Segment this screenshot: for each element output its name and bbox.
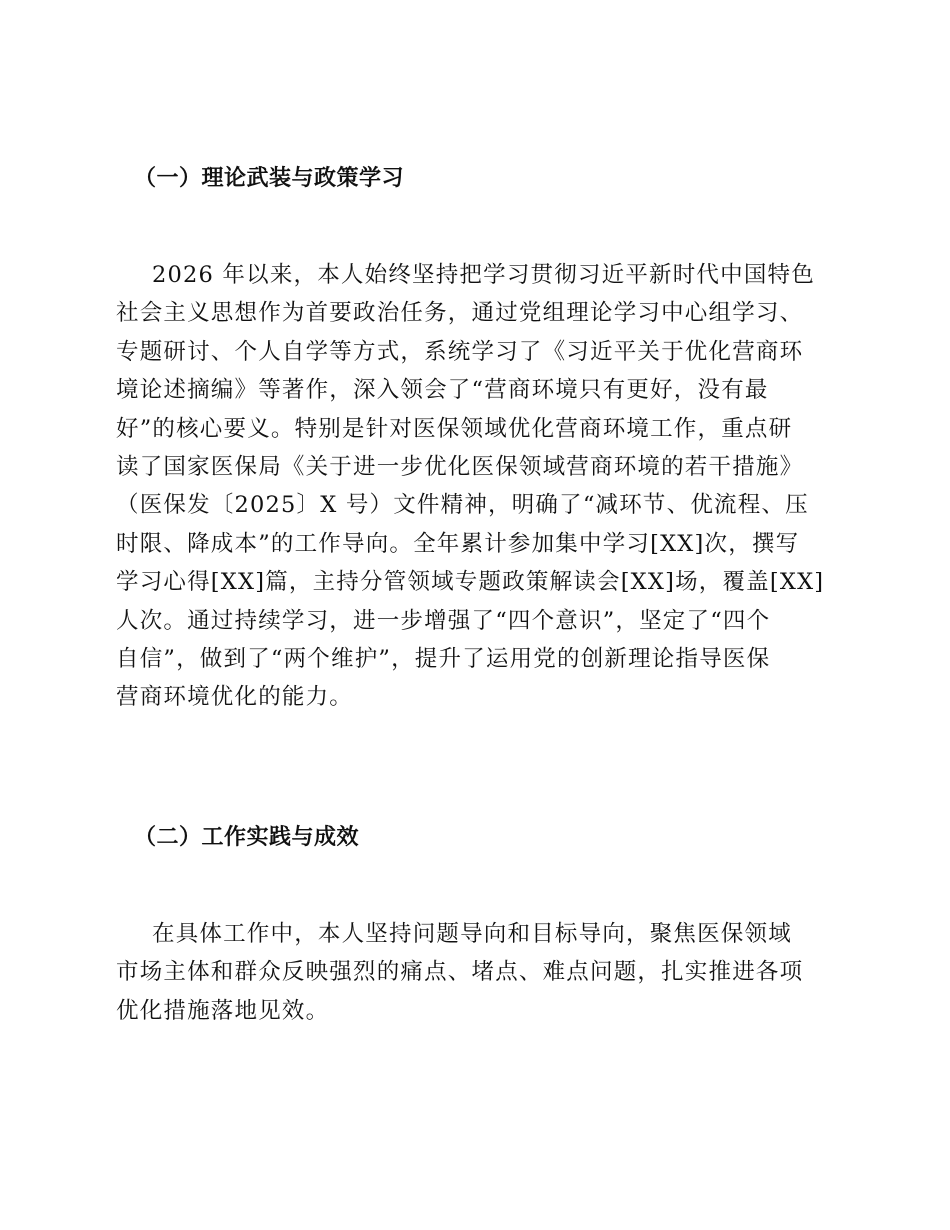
paragraph-line: 营商环境优化的能力。 <box>116 684 354 711</box>
paragraph-line: 时限、降成本”的工作导向。全年累计参加集中学习[XX]次，撰写 <box>116 530 800 557</box>
paragraph-line: 境论述摘编》等著作，深入领会了“营商环境只有更好，没有最 <box>116 377 769 404</box>
section-paragraph-2 <box>116 915 836 1030</box>
paragraph-line: 人次。通过持续学习，进一步增强了“四个意识”，坚定了“四个 <box>116 607 771 634</box>
paragraph-line: （医保发〔2025〕X 号）文件精神，明确了“减环节、优流程、压 <box>116 492 809 519</box>
paragraph-line: 自信”，做到了“两个维护”，提升了运用党的创新理论指导医保 <box>116 645 771 672</box>
paragraph-line: 市场主体和群众反映强烈的痛点、堵点、难点问题，扎实推进各项 <box>116 959 804 986</box>
section-heading-2: （二）工作实践与成效 <box>134 825 360 850</box>
section-paragraph-1 <box>116 256 836 717</box>
paragraph-line: 好”的核心要义。特别是针对医保领域优化营商环境工作，重点研 <box>116 415 793 442</box>
paragraph-line: 学习心得[XX]篇，主持分管领域专题政策解读会[XX]场，覆盖[XX] <box>116 569 825 596</box>
paragraph-line: 优化措施落地见效。 <box>116 997 330 1024</box>
section-heading-1: （一）理论武装与政策学习 <box>134 166 405 191</box>
paragraph-line: 2026 年以来，本人始终坚持把学习贯彻习近平新时代中国特色 <box>152 262 815 288</box>
paragraph-line: 读了国家医保局《关于进一步优化医保领域营商环境的若干措施》 <box>116 453 804 480</box>
paragraph-line: 在具体工作中，本人坚持问题导向和目标导向，聚焦医保领域 <box>152 921 792 947</box>
paragraph-line: 社会主义思想作为首要政治任务，通过党组理论学习中心组学习、 <box>116 300 804 327</box>
paragraph-line: 专题研讨、个人自学等方式，系统学习了《习近平关于优化营商环 <box>116 338 804 365</box>
